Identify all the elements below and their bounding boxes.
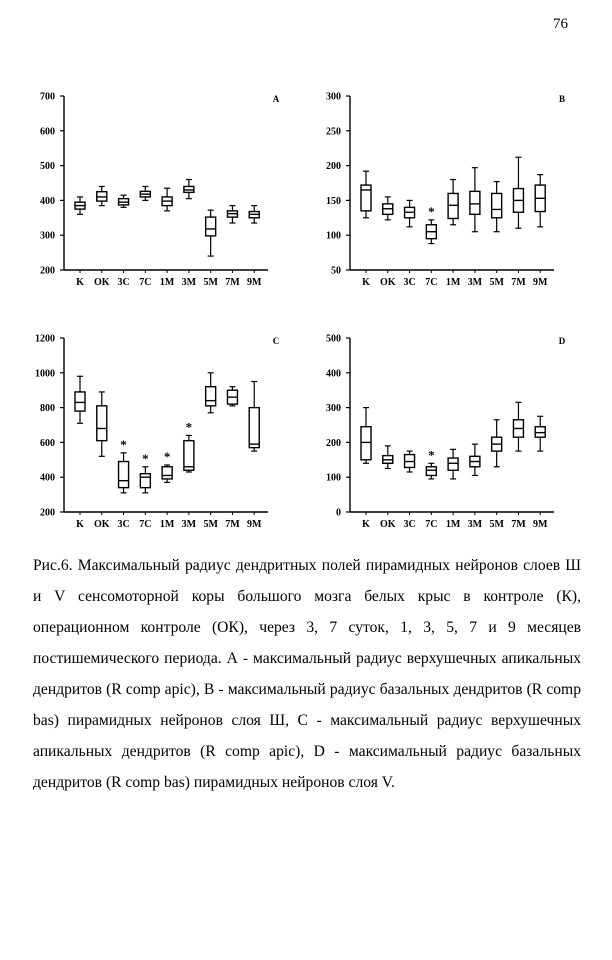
x-tick-label: 3C bbox=[117, 277, 130, 288]
panel-label: B bbox=[558, 94, 566, 104]
box-plot-panel-c bbox=[0, 330, 306, 540]
x-tick-label: K bbox=[362, 519, 370, 530]
x-tick-label: 7M bbox=[511, 277, 526, 288]
y-tick-label: 200 bbox=[40, 265, 55, 277]
y-tick-label: 200 bbox=[326, 437, 341, 449]
y-tick-label: 250 bbox=[326, 126, 341, 138]
x-tick-label: 5M bbox=[203, 519, 218, 530]
x-tick-label: 3M bbox=[181, 277, 197, 288]
x-tick-label: 1M bbox=[159, 519, 175, 530]
box bbox=[97, 406, 107, 441]
x-tick-label: 1M bbox=[445, 519, 461, 530]
x-tick-label: 1M bbox=[159, 277, 175, 288]
box bbox=[119, 462, 129, 488]
y-tick-label: 300 bbox=[326, 91, 341, 103]
y-tick-label: 150 bbox=[326, 195, 341, 207]
figure-caption: Рис.6. Максимальный радиус дендритных полей пирамидных нейронов слоев Ш и V сенсомоторной коры большого мозга белых крыс в контроле (К), операционном контроле (ОК), через 3, 7 суток, 1, 3, 5, 7 и 9 месяцев постишемического периода. А - максимальный радиус верхушечных апикальных дендритов (R comp apic), В - максимальный радиус базальных дендритов (R comp bas) пирамидных нейронов слоя Ш, С - максимальный радиус верхушечных апикальных дендритов (R comp apic), D - максимальный радиус базальных дендритов (R comp bas) пирамидных нейронов слоя V. bbox=[33, 557, 581, 791]
y-tick-label: 500 bbox=[326, 333, 341, 345]
box-plot-d bbox=[286, 330, 592, 540]
x-tick-label: 3M bbox=[181, 519, 197, 530]
panel-label: A bbox=[272, 94, 280, 104]
box-plot-panel-a bbox=[0, 88, 306, 298]
x-tick-label: 7C bbox=[139, 277, 152, 288]
x-tick-label: 7C bbox=[139, 519, 152, 530]
x-tick-label: OK bbox=[379, 519, 396, 530]
x-tick-label: K bbox=[362, 277, 370, 288]
y-tick-label: 400 bbox=[40, 472, 55, 484]
y-tick-label: 300 bbox=[40, 230, 55, 242]
y-tick-label: 100 bbox=[326, 472, 341, 484]
y-tick-label: 700 bbox=[40, 91, 55, 103]
significance-star: * bbox=[428, 203, 435, 219]
y-tick-label: 1200 bbox=[35, 333, 55, 345]
y-tick-label: 600 bbox=[40, 126, 55, 138]
x-tick-label: 7M bbox=[225, 277, 240, 288]
x-tick-label: 5M bbox=[489, 277, 504, 288]
panel-label: C bbox=[272, 336, 280, 346]
box bbox=[184, 441, 194, 471]
x-tick-label: 5M bbox=[203, 277, 218, 288]
significance-star: * bbox=[185, 419, 193, 435]
box bbox=[361, 185, 371, 211]
x-tick-label: K bbox=[76, 277, 84, 288]
x-tick-label: 3C bbox=[403, 277, 416, 288]
y-tick-label: 400 bbox=[326, 368, 341, 380]
y-tick-label: 300 bbox=[326, 403, 341, 415]
x-tick-label: K bbox=[76, 519, 84, 530]
x-tick-label: 3M bbox=[467, 519, 483, 530]
x-tick-label: 3C bbox=[403, 519, 416, 530]
box bbox=[162, 467, 172, 479]
y-tick-label: 200 bbox=[326, 161, 341, 173]
box-plot-c bbox=[0, 330, 306, 540]
box bbox=[75, 392, 85, 411]
x-tick-label: 3C bbox=[117, 519, 130, 530]
x-tick-label: OK bbox=[379, 277, 396, 288]
box-plot-panel-d bbox=[286, 330, 592, 540]
y-tick-label: 400 bbox=[40, 195, 55, 207]
x-tick-label: OK bbox=[93, 277, 110, 288]
x-tick-label: 1M bbox=[445, 277, 461, 288]
x-tick-label: 5M bbox=[489, 519, 504, 530]
box bbox=[492, 193, 502, 217]
box-plot-b bbox=[286, 88, 592, 298]
box bbox=[249, 408, 259, 448]
significance-star: * bbox=[428, 447, 435, 463]
x-tick-label: 9M bbox=[532, 519, 548, 530]
y-tick-label: 100 bbox=[326, 230, 341, 242]
y-tick-label: 200 bbox=[40, 507, 55, 519]
box bbox=[361, 427, 371, 460]
page-number: 76 bbox=[553, 16, 568, 32]
significance-star: * bbox=[120, 436, 127, 452]
y-tick-label: 500 bbox=[40, 161, 55, 173]
x-tick-label: 9M bbox=[246, 519, 262, 530]
x-tick-label: 7M bbox=[511, 519, 526, 530]
box bbox=[448, 458, 458, 470]
box bbox=[206, 387, 216, 406]
box bbox=[470, 191, 480, 214]
panel-label: D bbox=[558, 336, 566, 346]
y-tick-label: 800 bbox=[40, 403, 55, 415]
significance-star: * bbox=[163, 449, 171, 465]
x-tick-label: 9M bbox=[246, 277, 262, 288]
x-tick-label: OK bbox=[93, 519, 110, 530]
significance-star: * bbox=[142, 450, 149, 466]
box bbox=[206, 217, 216, 236]
y-tick-label: 50 bbox=[331, 265, 341, 277]
x-tick-label: 3M bbox=[467, 277, 483, 288]
x-tick-label: 7C bbox=[425, 277, 438, 288]
y-tick-label: 0 bbox=[336, 507, 341, 519]
y-tick-label: 600 bbox=[40, 437, 55, 449]
x-tick-label: 7M bbox=[225, 519, 240, 530]
x-tick-label: 9M bbox=[532, 277, 548, 288]
box-plot-a bbox=[0, 88, 306, 298]
box bbox=[426, 467, 436, 476]
x-tick-label: 7C bbox=[425, 519, 438, 530]
box bbox=[140, 474, 150, 488]
box-plot-panel-b bbox=[286, 88, 592, 298]
y-tick-label: 1000 bbox=[35, 368, 55, 380]
